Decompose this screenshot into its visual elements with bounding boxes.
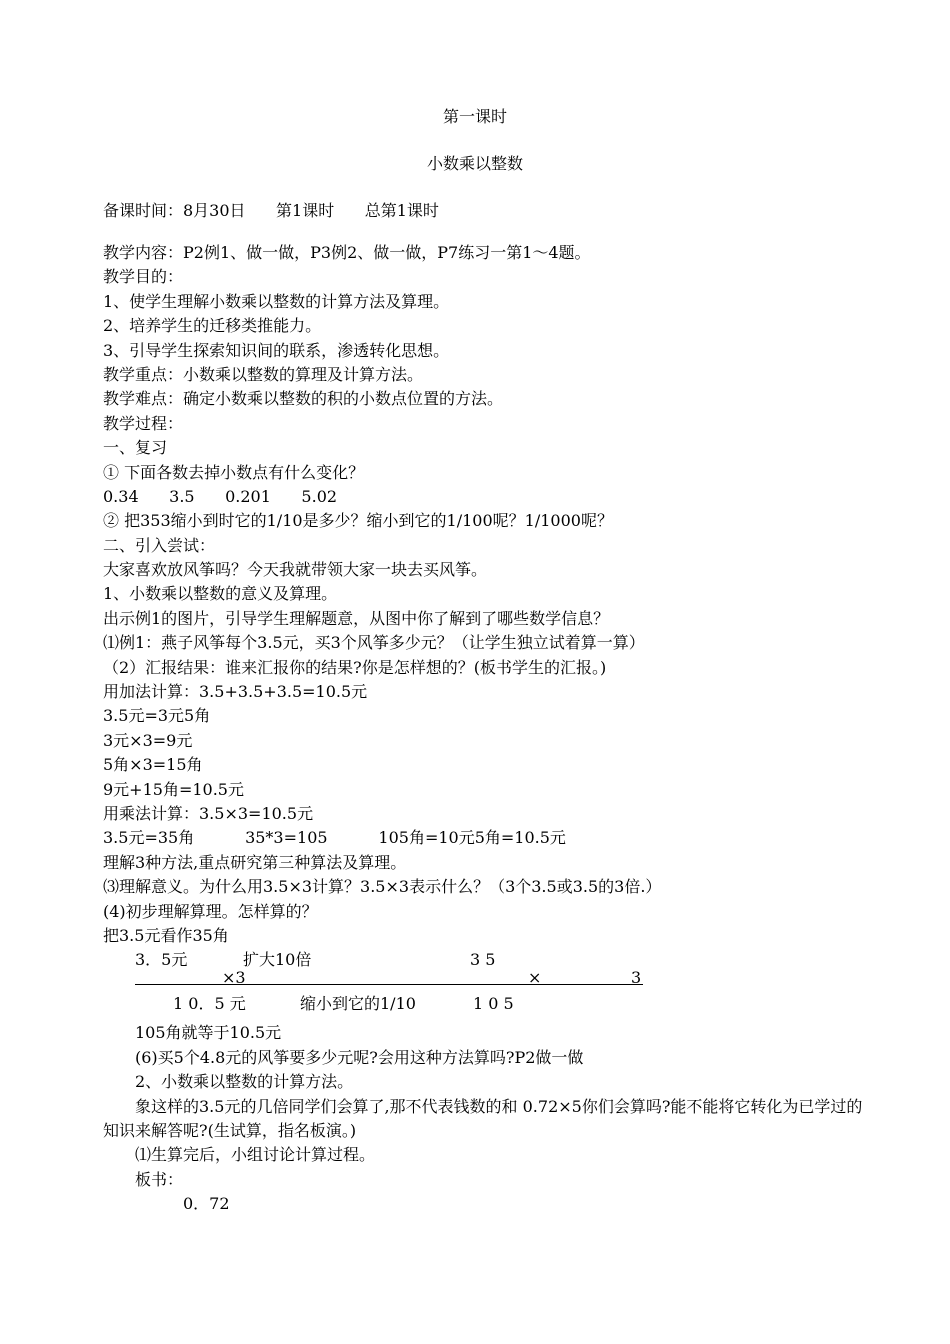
body-line: 2、小数乘以整数的计算方法。 xyxy=(135,1072,354,1092)
calc-top-mid: 扩大10倍 xyxy=(243,950,312,970)
body-line: 0.34 3.5 0.201 5.02 xyxy=(103,486,338,506)
body-line: （2）汇报结果：谁来汇报你的结果?你是怎样想的？(板书学生的汇报。) xyxy=(103,657,607,677)
body-line: ⑶理解意义。为什么用3.5×3计算？3.5×3表示什么？（3个3.5或3.5的3倍.） xyxy=(103,877,662,897)
body-line: ⑴生算完后，小组讨论计算过程。 xyxy=(135,1145,376,1165)
body-line: 教学重点：小数乘以整数的算理及计算方法。 xyxy=(103,364,424,384)
body-paragraph: 象这样的3.5元的几倍同学们会算了,那不代表钱数的和 0.72×5你们会算吗?能不能将它转化为已学过的知识来解答呢?(生试算，指名板演。) xyxy=(103,1096,863,1140)
calc-result-left: 1 0．5 元 xyxy=(173,994,246,1014)
calc-top-right: 3 5 xyxy=(470,950,496,970)
body-line: 1、使学生理解小数乘以整数的计算方法及算理。 xyxy=(103,291,450,311)
body-line: 105角就等于10.5元 xyxy=(135,1023,282,1043)
body-line: 板书： xyxy=(135,1169,184,1189)
body-line: 一、复习 xyxy=(103,438,168,458)
body-line: 教学内容：P2例1、做一做，P3例2、做一做，P7练习一第1～4题。 xyxy=(103,243,591,262)
body-line: 把3.5元看作35角 xyxy=(103,925,229,945)
body-line: 3.5元=35角 35*3=105 105角=10元5角=10.5元 xyxy=(103,828,566,848)
page-title: 第一课时 xyxy=(442,107,507,126)
vertical-calculation xyxy=(103,948,873,1021)
body-line: 5角×3=15角 xyxy=(103,755,203,775)
lesson-meta: 备课时间：8月30日 第1课时 总第1课时 xyxy=(103,201,439,220)
body-line: 理解3种方法,重点研究第三种算法及算理。 xyxy=(103,852,407,872)
body-line: 出示例1的图片，引导学生理解题意，从图中你了解到了哪些数学信息？ xyxy=(103,608,610,628)
body-line: ② 把353缩小到时它的1/10是多少？缩小到它的1/100呢？1/1000呢？ xyxy=(103,511,613,531)
body-line: 教学目的： xyxy=(103,267,184,287)
lesson-body xyxy=(103,241,873,1216)
calc-underline xyxy=(135,984,643,985)
calc-mult-sign: × xyxy=(528,968,542,988)
calc-top-left: 3．5元 xyxy=(135,950,188,970)
body-line: 2、培养学生的迁移类推能力。 xyxy=(103,316,322,336)
body-line: 3、引导学生探索知识间的联系，渗透转化思想。 xyxy=(103,340,450,360)
calc-result-mid: 缩小到它的1/10 xyxy=(300,994,416,1014)
body-line: 用乘法计算：3.5×3=10.5元 xyxy=(103,803,314,823)
calc-mult-right: 3 xyxy=(631,968,642,988)
lesson-subtitle: 小数乘以整数 xyxy=(426,154,523,173)
body-line: 3.5元=3元5角 xyxy=(103,706,211,726)
body-line: 教学难点：确定小数乘以整数的积的小数点位置的方法。 xyxy=(103,389,504,409)
body-line: 用加法计算：3.5+3.5+3.5=10.5元 xyxy=(103,682,368,702)
body-line: 大家喜欢放风筝吗？今天我就带领大家一块去买风筝。 xyxy=(103,560,488,580)
body-line: 0．72 xyxy=(183,1194,230,1214)
body-line: ⑴例1：燕子风筝每个3.5元，买3个风筝多少元？（让学生独立试着算一算） xyxy=(103,633,645,653)
body-line: 1、小数乘以整数的意义及算理。 xyxy=(103,584,338,604)
body-line: 3元×3=9元 xyxy=(103,730,193,750)
body-line: (6)买5个4.8元的风筝要多少元呢?会用这种方法算吗?P2做一做 xyxy=(135,1047,584,1067)
body-line: ① 下面各数去掉小数点有什么变化？ xyxy=(103,462,365,482)
calc-mult-left: ×3 xyxy=(222,968,246,988)
body-line: 教学过程： xyxy=(103,413,184,433)
body-line: (4)初步理解算理。怎样算的？ xyxy=(103,901,318,921)
body-line: 9元+15角=10.5元 xyxy=(103,779,244,799)
calc-result-right: 1 0 5 xyxy=(473,994,514,1014)
body-line: 二、引入尝试： xyxy=(103,535,216,555)
